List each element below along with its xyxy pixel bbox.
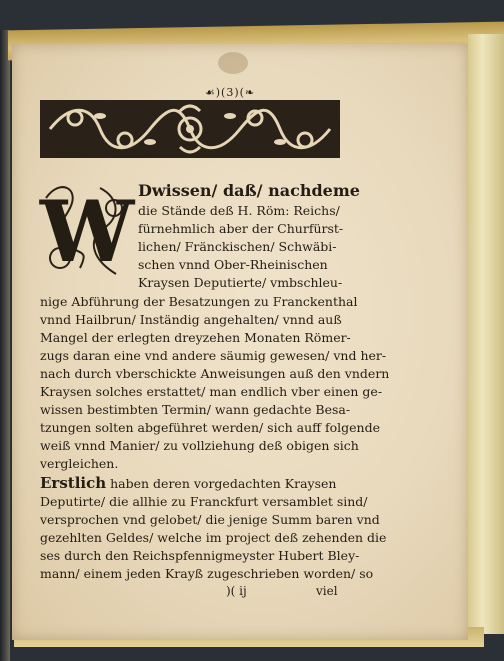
text-line-16: vergleichen. <box>40 456 119 471</box>
folio-number: ☙)(3)(❧ <box>204 86 256 99</box>
section2-lead: Erstlich <box>40 474 107 492</box>
text-line-6: Kraysen Deputierte/ vmbschleu- <box>138 275 343 290</box>
text-line-11: nach durch vberschickte Anweisungen auß den vndern <box>40 366 390 381</box>
binder-right <box>468 34 504 634</box>
text-line-9: Mangel der erlegten dreyzehen Monaten Römer- <box>40 330 351 345</box>
section2-line-3: versprochen vnd gelobet/ die jenige Summ baren vnd <box>40 512 380 527</box>
section2-line-2: Deputirte/ die allhie zu Franckfurt versamblet sind/ <box>40 494 368 509</box>
signature-mark: )( ij <box>226 584 247 598</box>
initial-block <box>40 178 134 284</box>
text-line-12: Kraysen solches erstattet/ man endlich vber einen ge- <box>40 384 383 399</box>
text-line-13: wissen bestimbten Termin/ wann gedachte Besa- <box>40 402 351 417</box>
text-line-14: tzungen solten abgeführet werden/ sich auff folgende <box>40 420 380 435</box>
text-line-10: zugs daran eine vnd andere säumig gewesen/ vnd her- <box>40 348 387 363</box>
section2-line-4: gezehlten Geldes/ welche im project deß zehenden die <box>40 530 387 545</box>
left-edge <box>0 30 10 661</box>
text-line-15: weiß vnnd Manier/ zu vollziehung deß obigen sich <box>40 438 359 453</box>
section2-line-6: mann/ einem jeden Krayß zugeschrieben worden/ so <box>40 566 374 581</box>
ornament-band <box>40 96 340 162</box>
text-line-1: Dwissen/ daß/ nachdeme <box>138 181 360 200</box>
section2-line-1-text: haben deren vorgedachten Kraysen <box>106 476 337 491</box>
text-line-5: schen vnnd Ober-Rheinischen <box>138 257 328 272</box>
text-line-4: lichen/ Fränckischen/ Schwäbi- <box>138 239 337 254</box>
stain <box>218 52 248 74</box>
initial-letter: W <box>39 181 135 281</box>
section2-line-1 <box>40 474 336 492</box>
text-line-2: die Stände deß H. Röm: Reichs/ <box>138 203 340 218</box>
text-line-7: nige Abführung der Besatzungen zu Franckenthal <box>40 294 358 309</box>
catchword: viel <box>316 584 338 598</box>
text-line-3: fürnehmlich aber der Churfürst- <box>138 221 344 236</box>
section2-line-5: ses durch den Reichspfennigmeyster Hubert Bley- <box>40 548 360 563</box>
text-line-8: vnnd Hailbrun/ Inständig angehalten/ vnnd auß <box>40 312 342 327</box>
